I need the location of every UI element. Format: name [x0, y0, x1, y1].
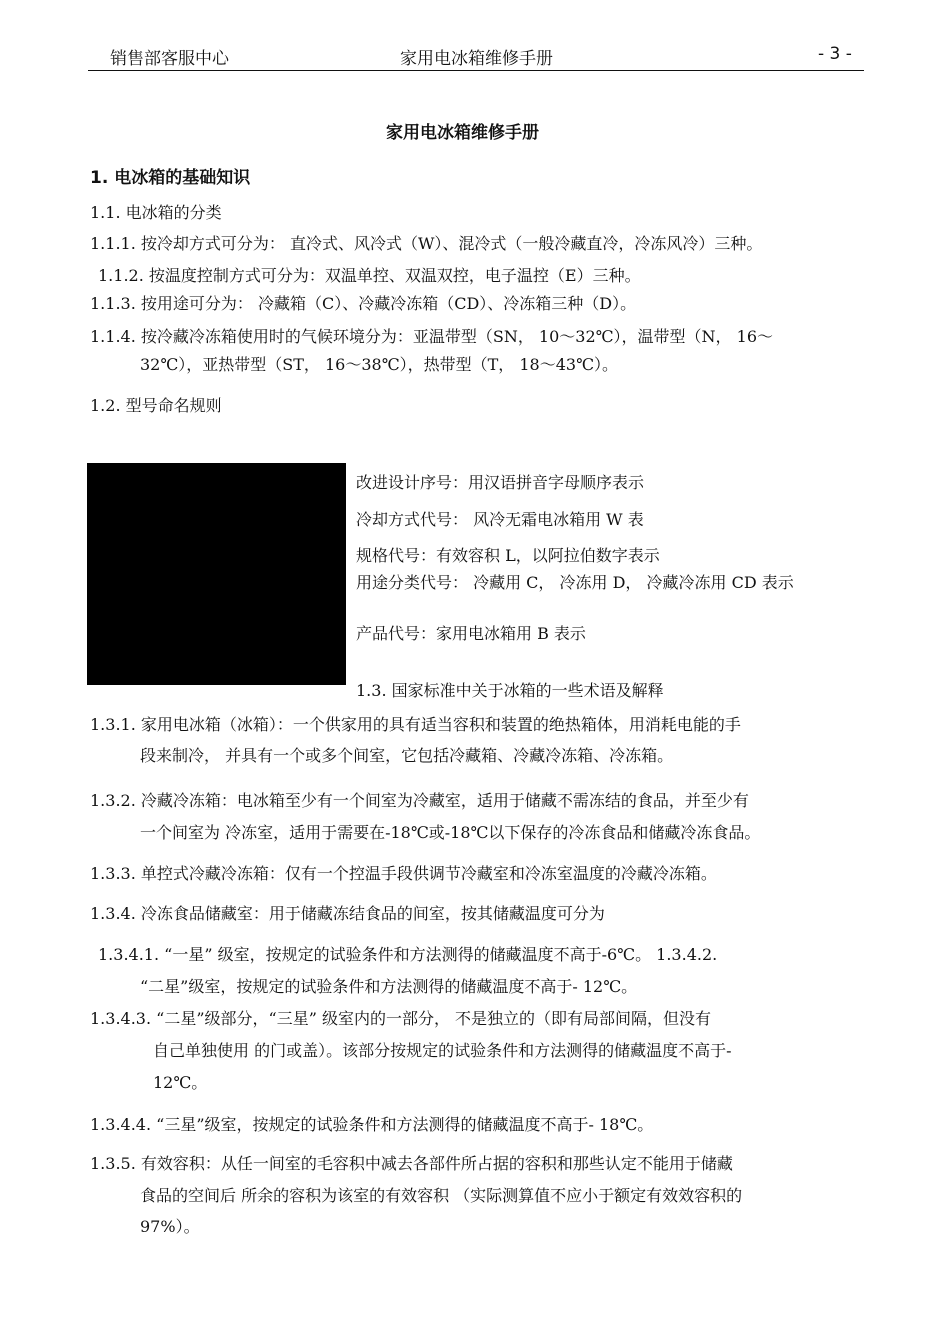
- model-line-1: 改进设计序号：用汉语拼音字母顺序表示: [356, 473, 645, 492]
- section-1-3-4-3-line2: 自己单独使用 的门或盖）。该部分按规定的试验条件和方法测得的储藏温度不高于-: [153, 1041, 732, 1060]
- section-1-3-2-line1: 1.3.2. 冷藏冷冻箱：电冰箱至少有一个间室为冷藏室，适用于储藏不需冻结的食品，并至少有: [90, 791, 749, 810]
- section-1-1: 1.1. 电冰箱的分类: [90, 203, 222, 222]
- section-1-3-3: 1.3.3. 单控式冷藏冷冻箱：仅有一个控温手段供调节冷藏室和冷冻室温度的冷藏冷冻箱。: [90, 864, 717, 883]
- section-1-3-5-line2: 食品的空间后 所余的容积为该室的有效容积 （实际测算值不应小于额定有效效容积的: [140, 1186, 743, 1205]
- section-1-3-4-1-line1: 1.3.4.1. “一星” 级室，按规定的试验条件和方法测得的储藏温度不高于-6℃。 1.3.4.2.: [98, 945, 718, 964]
- section-1-1-3: 1.1.3. 按用途可分为： 冷藏箱（C）、冷藏冷冻箱（CD）、冷冻箱三种（D）。: [90, 294, 637, 313]
- section-1-3-1-line2: 段来制冷， 并具有一个或多个间室，它包括冷藏箱、冷藏冷冻箱、冷冻箱。: [140, 746, 674, 765]
- section-1-1-4-line1: 1.1.4. 按冷藏冷冻箱使用时的气候环境分为：亚温带型（SN， 10～32℃），温带型（N， 16～: [90, 327, 773, 346]
- header-center: 家用电冰箱维修手册: [400, 49, 553, 69]
- section-1-1-2: 1.1.2. 按温度控制方式可分为：双温单控、双温双控，电子温控（E）三种。: [98, 266, 641, 285]
- section-1-3-4-3-line1: 1.3.4.3. “二星”级部分，“三星” 级室内的一部分， 不是独立的（即有局部间隔，但没有: [90, 1009, 712, 1028]
- doc-title: 家用电冰箱维修手册: [386, 123, 539, 143]
- model-diagram-image: [87, 463, 346, 685]
- section-1-3-2-line2: 一个间室为 冷冻室，适用于需要在-18℃或-18℃以下保存的冷冻食品和储藏冷冻食品。: [140, 823, 761, 842]
- section-1-heading: 1. 电冰箱的基础知识: [90, 168, 251, 188]
- header-left: 销售部客服中心: [110, 49, 229, 69]
- section-1-3-1-line1: 1.3.1. 家用电冰箱（冰箱）：一个供家用的具有适当容积和装置的绝热箱体，用消耗电能的手: [90, 715, 741, 734]
- section-1-3-5-line1: 1.3.5. 有效容积：从任一间室的毛容积中减去各部件所占据的容积和那些认定不能用于储藏: [90, 1154, 733, 1173]
- model-line-5: 产品代号：家用电冰箱用 B 表示: [356, 624, 586, 643]
- section-1-3-5-line3: 97%）。: [140, 1217, 200, 1236]
- section-1-1-1: 1.1.1. 按冷却方式可分为： 直冷式、风冷式（W）、混冷式（一般冷藏直冷，冷冻风冷）三种。: [90, 234, 763, 253]
- page-number: - 3 -: [818, 44, 852, 64]
- section-1-3-4-1-line2: “二星”级室，按规定的试验条件和方法测得的储藏温度不高于- 12℃。: [140, 977, 638, 996]
- header-rule: [88, 70, 864, 71]
- model-line-2: 冷却方式代号： 风冷无霜电冰箱用 W 表: [356, 510, 644, 529]
- model-line-4: 用途分类代号： 冷藏用 C， 冷冻用 D， 冷藏冷冻用 CD 表示: [356, 573, 794, 592]
- section-1-3-4-3-line3: 12℃。: [153, 1073, 208, 1092]
- section-1-1-4-line2: 32℃），亚热带型（ST， 16～38℃），热带型（T， 18～43℃）。: [140, 355, 618, 374]
- model-line-3: 规格代号：有效容积 L，以阿拉伯数字表示: [356, 546, 660, 565]
- section-1-3: 1.3. 国家标准中关于冰箱的一些术语及解释: [356, 681, 664, 700]
- section-1-2: 1.2. 型号命名规则: [90, 396, 222, 415]
- section-1-3-4-4: 1.3.4.4. “三星”级室，按规定的试验条件和方法测得的储藏温度不高于- 18℃。: [90, 1115, 654, 1134]
- section-1-3-4: 1.3.4. 冷冻食品储藏室：用于储藏冻结食品的间室，按其储藏温度可分为: [90, 904, 605, 923]
